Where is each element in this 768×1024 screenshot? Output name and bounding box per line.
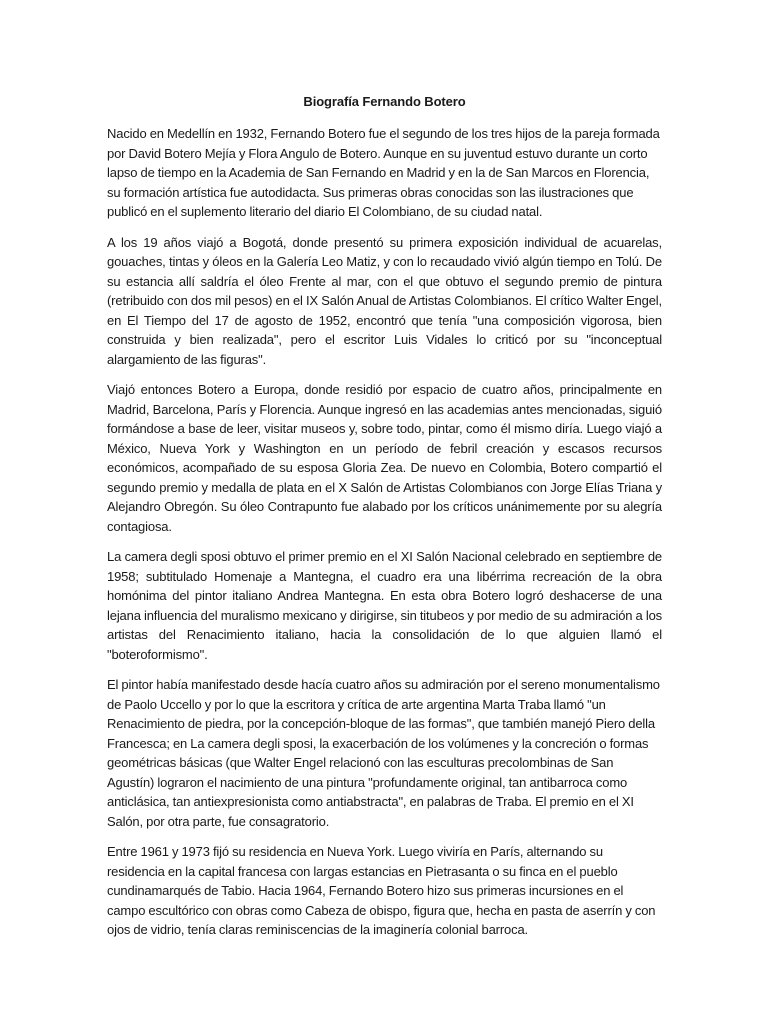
paragraph-birth: Nacido en Medellín en 1932, Fernando Botero fue el segundo de los tres hijos de la pareja formada por David Botero Mejía y Flora Angulo de Botero. Aunque en su juventud estuvo durante un corto lapso de tiempo en la Academia de San Fernando en Madrid y en la de San Marcos en Florencia, su formación artística fue autodidacta. Sus primeras obras conocidas son las ilustraciones que publicó en el suplemento literario del diario El Colombiano, de su ciudad natal. bbox=[107, 126, 660, 219]
paragraph-europe: Viajó entonces Botero a Europa, donde residió por espacio de cuatro años, principalmente en Madrid, Barcelona, París y Florencia. Aunque ingresó en las academias antes mencionadas, siguió formándose a base de leer, visitar museos y, sobre todo, pintar, como él mismo diría. Luego viajó a México, Nueva York y Washington en un período de febril creación y escasos recursos económicos, acompañado de su esposa Gloria Zea. De nuevo en Colombia, Botero compartió el segundo premio y medalla de plata en el X Salón de Artistas Colombianos con Jorge Elías Triana y Alejandro Obregón. Su óleo Contrapunto fue alabado por los críticos unánimemente por su alegría contagiosa. bbox=[107, 382, 662, 534]
paragraph-new-york: Entre 1961 y 1973 fijó su residencia en Nueva York. Luego viviría en París, alternando su residencia en la capital francesa con largas estancias en Pietrasanta o su finca en el pueblo cundinamarqués de Tabio. Hacia 1964, Fernando Botero hizo sus primeras incursiones en el campo escultórico con obras como Cabeza de obispo, figura que, hecha en pasta de aserrín y con ojos de vidrio, tenía claras reminiscencias de la imaginería colonial barroca. bbox=[107, 844, 656, 937]
document-title: Biografía Fernando Botero bbox=[303, 94, 466, 109]
paragraph-camera-degli-sposi: La camera degli sposi obtuvo el primer premio en el XI Salón Nacional celebrado en septiembre de 1958; subtitulado Homenaje a Mantegna, el cuadro era una libérrima recreación de la obra homónima del pintor italiano Andrea Mantegna. En esta obra Botero logró deshacerse de una lejana influencia del muralismo mexicano y dirigirse, sin titubeos y por medio de su admiración a los artistas del Renacimiento italiano, hacia la consolidación de lo que alguien llamó el "boteroformismo". bbox=[107, 549, 662, 662]
paragraph-monumentalism: El pintor había manifestado desde hacía cuatro años su admiración por el sereno monumentalismo de Paolo Uccello y por lo que la escritora y crítica de arte argentina Marta Traba llamó "un Renacimiento de piedra, por la concepción-bloque de las formas", que también manejó Piero della Francesca; en La camera degli sposi, la exacerbación de los volúmenes y la concreción o formas geométricas básicas (que Walter Engel relacionó con las esculturas precolombinas de San Agustín) lograron el nacimiento de una pintura "profundamente original, tan antibarroca como anticlásica, tan antiexpresionista como antiabstracta", en palabras de Traba. El premio en el XI Salón, por otra parte, fue consagratorio. bbox=[107, 677, 660, 829]
paragraph-bogota: A los 19 años viajó a Bogotá, donde presentó su primera exposición individual de acuarelas, gouaches, tintas y óleos en la Galería Leo Matiz, y con lo recaudado vivió algún tiempo en Tolú. De su estancia allí saldría el óleo Frente al mar, con el que obtuvo el segundo premio de pintura (retribuido con dos mil pesos) en el IX Salón Anual de Artistas Colombianos. El crítico Walter Engel, en El Tiempo del 17 de agosto de 1952, encontró que tenía "una composición vigorosa, bien construida y bien realizada", pero el escritor Luis Vidales lo criticó por su "inconceptual alargamiento de las figuras". bbox=[107, 234, 662, 367]
